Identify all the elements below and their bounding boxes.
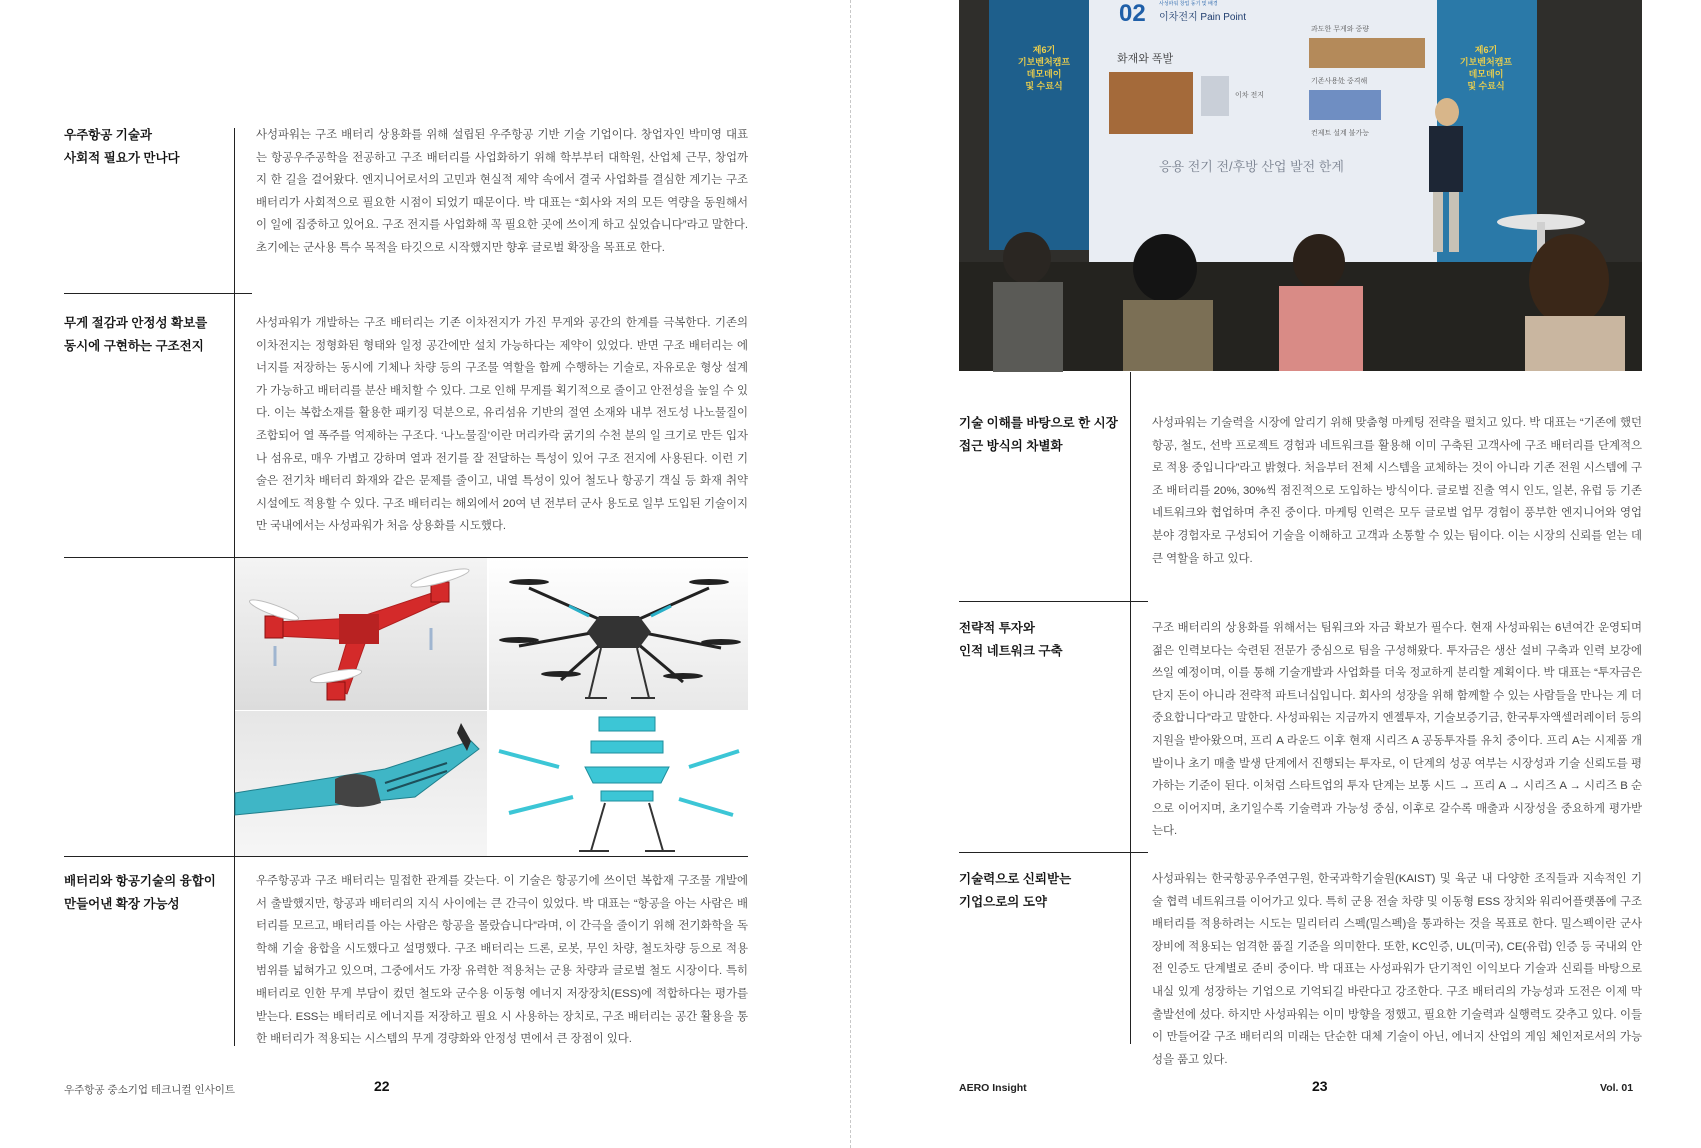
section-body: 사성파워는 기술력을 시장에 알리기 위해 맞춤형 마케팅 전략을 펼치고 있다. 박 대표는 “기존에 했던 항공, 철도, 선박 프로젝트 경험과 네트워크를 활용해 이미 구축된 고객사에 구조 배터리를 단계적으로 적용 중입니다”라고 밝혔다. 처음부터 전체 시스템을 교체하는 것이 아니라 기존 전원 시스템에 구조 배터리를 20%, 30%씩 점진적으로 도입하는 방식이다. 글로벌 진출 역시 인도, 일본, 유럽 등 기존 네트워크와 협업하며 추진 중이다. 마케팅 인력은 모두 글로벌 업무 경험이 풍부한 엔지니어와 영업 분야 경험자로 구성되어 기술을 이해하고 고객과 소통할 수 있는 팀이다. 이는 시장의 신뢰를 얻는 데 큰 역할을 하고 있다. [1152, 417, 1642, 565]
section-heading: 무게 절감과 안정성 확보를 동시에 구현하는 구조전지 [64, 316, 208, 353]
slide-title: 이차전지 Pain Point [1159, 12, 1247, 23]
slide-label: 이차 전지 [1235, 92, 1264, 99]
page-number: 22 [374, 1078, 390, 1094]
banner-right-text: 제6기 기보벤처캠프 데모데이 및 수료식 [1459, 45, 1513, 91]
section-body: 사성파워는 구조 배터리 상용화를 위해 설립된 우주항공 기반 기술 기업이다. 창업자인 박미영 대표는 항공우주공학을 전공하고 구조 배터리를 사업화하기 위해 학부부터 대학원, 산업체 근무, 창업까지 한 길을 걸어왔다. 엔지니어로서의 고민과 현실적 제약 속에서 결국 사업화를 결심한 계기는 구조 배터리가 사회적으로 필요한 시점이 되었기 때문이다. 박 대표는 “회사와 저의 모든 역량을 동원해서 이 일에 집중하고 있어요. 구조 전지를 사업화해 꼭 필요한 곳에 쓰이게 하고 싶었습니다”라고 말한다. 초기에는 군사용 특수 목적을 타깃으로 시작했지만 향후 글로벌 확장을 목표로 한다. [256, 129, 748, 254]
page-fold [850, 0, 851, 1148]
column-rule [234, 293, 235, 558]
slide-item: 컨제트 설계 불가능 [1311, 130, 1369, 137]
drone-flying-wing-image [235, 711, 487, 857]
event-photo [959, 0, 1642, 371]
section-divider [959, 852, 1148, 853]
column-rule [1130, 372, 1131, 602]
section-heading: 전략적 투자와 인적 네트워크 구축 [959, 621, 1063, 658]
section-body: 사성파워는 한국항공우주연구원, 한국과학기술원(KAIST) 및 육군 내 다양한 조직들과 지속적인 기술 협력 네트워크를 이어가고 있다. 특히 군용 전술 차량 및 이동형 ESS 장치와 워리어플랫폼에 구조 배터리를 적용하려는 시도는 밀리터리 스펙(밀스펙)을 통과하는 것을 목표로 한다. 밀스펙이란 군사 장비에 적용되는 엄격한 품질 기준을 의미한다. 또한, KC인증, UL(미국), CE(유럽) 인증 등 국내외 안전 인증도 단계별로 준비 중이다. 박 대표는 사성파워가 단기적인 이익보다 기술과 신뢰를 바탕으로 내실 있게 성장하는 기업으로 기억되길 바란다고 강조한다. 구조 배터리의 가능성과 도전은 이제 막 출발선에 섰다. 하지만 사성파워는 이미 방향을 정했고, 필요한 기술력과 실행력도 갖추고 있다. 이들이 만들어갈 구조 배터리의 미래는 단순한 대체 기술이 아닌, 에너지 산업의 게임 체인저로서의 가능성을 품고 있다. [1152, 873, 1642, 1066]
banner-left-text: 제6기 기보벤처캠프 데모데이 및 수료식 [1017, 45, 1071, 91]
tricopter-body [339, 614, 379, 644]
footer-volume: Vol. 01 [1600, 1082, 1634, 1094]
drone-tricopter-image [235, 558, 487, 710]
column-rule [234, 128, 235, 293]
slide-subtitle: 사성파워 창업 동기 및 배경 [1159, 1, 1218, 7]
section-heading: 기술 이해를 바탕으로 한 시장 접근 방식의 차별화 [959, 416, 1118, 453]
footer-magazine-title: AERO Insight [959, 1082, 1027, 1094]
column-rule [234, 856, 235, 1046]
wing-pod [335, 774, 381, 807]
drone-exploded-view-image [489, 711, 748, 857]
section-heading: 배터리와 항공기술의 융합이 만들어낸 확장 가능성 [64, 874, 216, 911]
section-heading: 기술력으로 신뢰받는 기업으로의 도약 [959, 872, 1072, 909]
drone-hexacopter-image [489, 558, 748, 710]
slide-item: 기존사용处 중격해 [1311, 78, 1368, 85]
section-divider [64, 293, 252, 294]
section-divider [64, 856, 748, 857]
slide-item: 과도한 무게와 중량 [1311, 26, 1369, 33]
column-rule [1130, 601, 1131, 853]
section-heading: 우주항공 기술과 사회적 필요가 만나다 [64, 128, 180, 165]
slide-number: 02 [1119, 0, 1146, 27]
section-body: 사성파워가 개발하는 구조 배터리는 기존 이차전지가 가진 무게와 공간의 한계를 극복한다. 기존의 이차전지는 정형화된 형태와 일정 공간에만 설치 가능하다는 제약이 있었다. 반면 구조 배터리는 에너지를 저장하는 동시에 기체나 차량 등의 구조물 역할을 함께 수행하는 기술로, 자유로운 형상 설계가 가능하고 배터리를 분산 배치할 수 있다. 그로 인해 무게를 획기적으로 줄이고 안전성을 높일 수 있다. 이는 복합소재를 활용한 패키징 덕분으로, 유리섬유 기반의 절연 소재와 내부 전도성 나노물질이 조합되어 열 폭주를 억제하는 구조다. ‘나노물질’이란 머리카락 굵기의 수천 분의 일 크기로 만든 입자나 섬유로, 매우 가볍고 강하며 열과 전기를 잘 전달하는 특성이 있어 구조 전지에 사용된다. 이런 기술은 전기차 배터리 화재와 같은 문제를 줄이고, 내열 특성이 있어 철도나 항공기 객실 등 화재 취약 시설에도 적용할 수 있다. 구조 배터리는 해외에서 20여 년 전부터 군사 용도로 일부 도입된 기술이지만 국내에서는 사성파워가 처음 상용화를 시도했다. [256, 317, 748, 533]
banner-left [989, 0, 1089, 250]
presenter [1435, 98, 1459, 126]
hexacopter-body [587, 616, 651, 648]
slide-caption: 응용 전기 전/후방 산업 발전 한계 [1159, 159, 1344, 174]
section-body: 구조 배터리의 상용화를 위해서는 팀워크와 자금 확보가 필수다. 현재 사성파워는 6년여간 운영되며 젊은 인력보다는 숙련된 전문가 중심으로 팀을 구성해왔다. 투자금은 생산 설비 구축과 인력 보강에 쓰일 예정이며, 이를 통해 기술개발과 사업화를 더욱 정교하게 분리할 계획이다. 박 대표는 “투자금은 단지 돈이 아니라 전략적 파트너십입니다. 회사의 성장을 위해 함께할 수 있는 사람들을 만나는 게 더 중요합니다”라고 말한다. 사성파워는 지금까지 엔젤투자, 기술보증기금, 한국투자액셀러레이터 등의 지원을 받아왔으며, 프리 A 라운드 이후 현재 시리즈 A 공동투자를 유치 중이다. 프리 A는 시제품 개발이나 초기 매출 발생 단계에서 진행되는 투자로, 이 단계의 성공 여부는 시장성과 기술 신뢰도를 평가하는 기준이 된다. 이처럼 스타트업의 투자 단계는 보통 시드 → 프리 A → 시리즈 A → 시리즈 B 순으로 이어지며, 초기일수록 기술력과 가능성 중심, 이후로 갈수록 매출과 시장성을 중요하게 평가받는다. [1152, 622, 1642, 838]
footer-publication: 우주항공 중소기업 테크니컬 인사이트 [64, 1084, 236, 1096]
page-number: 23 [1312, 1078, 1328, 1094]
slide-item: 화재와 폭발 [1117, 53, 1174, 65]
column-rule [1130, 852, 1131, 1044]
section-divider [959, 601, 1148, 602]
section-body: 우주항공과 구조 배터리는 밀접한 관계를 갖는다. 이 기술은 항공기에 쓰이던 복합재 구조물 개발에서 출발했지만, 항공과 배터리의 지식 사이에는 큰 간극이 있었다. 박 대표는 “항공을 아는 사람은 배터리를 모르고, 배터리를 아는 사람은 항공을 몰랐습니다”라며, 이 간극을 줄이기 위해 전기화학을 독학해 기술 융합을 시도했다고 설명했다. 구조 배터리는 드론, 로봇, 무인 차량, 철도차량 등으로 적용 범위를 넓혀가고 있으며, 그중에서도 가장 유력한 적용처는 군용 차량과 글로벌 철도 시장이다. 특히 배터리로 인한 무게 부담이 컸던 철도와 군수용 이동형 에너지 저장장치(ESS)에 적합하다는 평가를 받는다. ESS는 배터리로 에너지를 저장하고 필요 시 사용하는 장치로, 구조 배터리는 공간 활용을 통한 배터리가 적용되는 시스템의 무게 경량화와 안정성 면에서 큰 장점이 있다. [256, 875, 748, 1046]
